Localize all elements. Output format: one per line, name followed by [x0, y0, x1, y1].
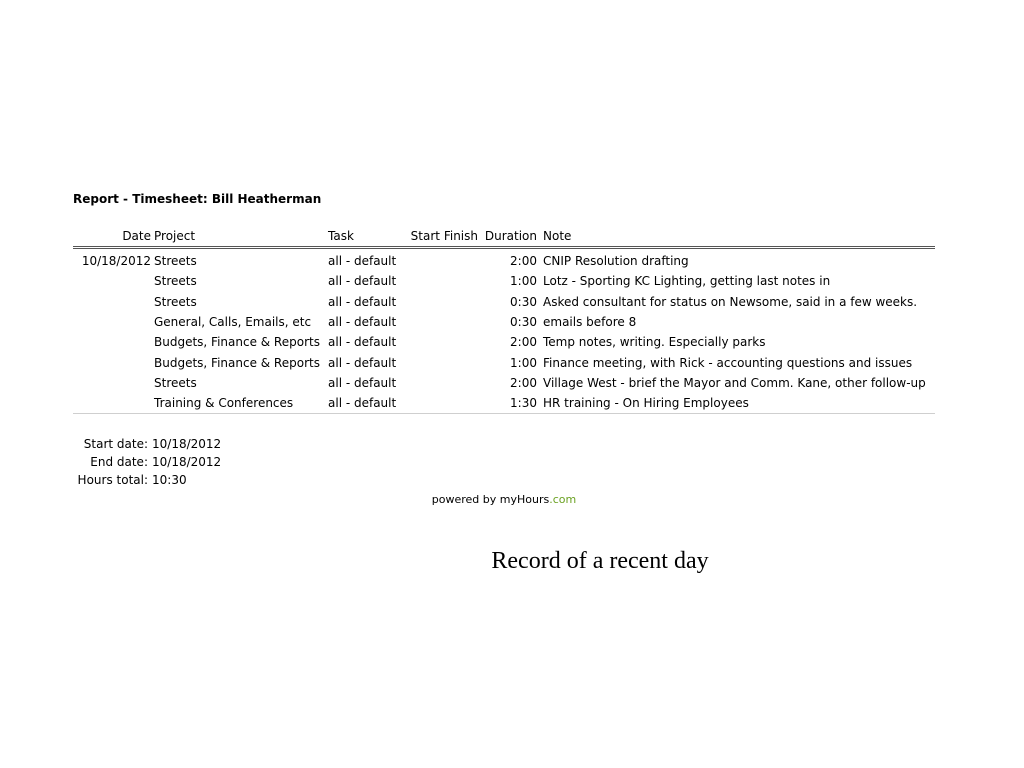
cell-task: all - default — [326, 393, 404, 414]
summary-label: Start date: — [83, 437, 148, 451]
summary-row-hours-total — [73, 471, 221, 489]
cell-date — [73, 271, 153, 291]
table-row — [73, 352, 935, 372]
cell-finish — [440, 292, 478, 312]
cell-duration: 0:30 — [510, 315, 537, 330]
cell-note: Village West - brief the Mayor and Comm. Kane, other follow-up — [543, 375, 926, 390]
cell-project: Budgets, Finance & Reports — [154, 355, 320, 370]
cell-start — [404, 312, 440, 332]
table-row — [73, 271, 935, 291]
powered-by-text: powered by myHours — [431, 493, 550, 506]
cell-start — [404, 332, 440, 352]
cell-note: Temp notes, writing. Especially parks — [543, 335, 766, 350]
cell-project: General, Calls, Emails, etc — [154, 315, 312, 330]
timesheet-table — [73, 226, 935, 414]
slide-caption: Record of a recent day — [491, 548, 709, 574]
summary-label: Hours total: — [77, 473, 148, 487]
cell-date — [73, 292, 153, 312]
timesheet-report — [73, 191, 935, 506]
cell-finish — [440, 352, 478, 372]
cell-task: all - default — [328, 294, 397, 309]
cell-note: Finance meeting, with Rick - accounting questions and issues — [543, 355, 913, 370]
report-title: Report - Timesheet: Bill Heatherman — [73, 192, 322, 206]
cell-finish — [440, 332, 478, 352]
cell-finish — [440, 393, 478, 414]
cell-duration: 1:30 — [478, 393, 537, 414]
powered-by-footer — [73, 493, 935, 507]
cell-note: CNIP Resolution drafting — [543, 254, 689, 269]
table-row — [73, 248, 935, 272]
cell-start — [404, 248, 440, 272]
cell-duration: 2:00 — [510, 254, 537, 269]
cell-project: Streets — [154, 254, 197, 269]
cell-finish — [440, 271, 478, 291]
table-header-row — [73, 226, 935, 248]
cell-finish — [440, 312, 478, 332]
column-header-task: Task — [326, 226, 404, 248]
cell-date — [73, 332, 153, 352]
column-header-duration: Duration — [478, 226, 537, 248]
cell-start — [404, 352, 440, 372]
cell-project: Training & Conferences — [153, 393, 326, 414]
column-header-finish: Finish — [440, 226, 478, 248]
cell-task: all - default — [328, 254, 397, 269]
cell-note: Lotz - Sporting KC Lighting, getting last notes in — [543, 274, 831, 289]
column-header-date: Date — [73, 226, 153, 248]
table-row — [73, 393, 935, 414]
table-row — [73, 373, 935, 393]
cell-project: Budgets, Finance & Reports — [154, 335, 320, 350]
cell-task: all - default — [328, 375, 397, 390]
table-row — [73, 292, 935, 312]
cell-duration: 1:00 — [510, 274, 537, 289]
cell-project: Streets — [154, 375, 197, 390]
report-summary — [73, 435, 221, 489]
powered-by-domain: .com — [549, 493, 577, 506]
cell-note: emails before 8 — [543, 315, 637, 330]
summary-value: 10:30 — [152, 473, 187, 487]
cell-start — [404, 271, 440, 291]
summary-row-end-date — [73, 453, 221, 471]
cell-duration: 2:00 — [510, 335, 537, 350]
timesheet-rows — [73, 248, 935, 414]
cell-project: Streets — [154, 274, 197, 289]
table-row — [73, 332, 935, 352]
table-row — [73, 312, 935, 332]
cell-note: HR training - On Hiring Employees — [537, 393, 935, 414]
cell-duration: 1:00 — [510, 355, 537, 370]
cell-project: Streets — [154, 294, 197, 309]
cell-start — [404, 393, 440, 414]
cell-duration: 0:30 — [510, 294, 537, 309]
cell-task: all - default — [328, 315, 397, 330]
summary-value: 10/18/2012 — [152, 455, 222, 469]
cell-start — [404, 373, 440, 393]
cell-start — [404, 292, 440, 312]
cell-note: Asked consultant for status on Newsome, said in a few weeks. — [543, 294, 918, 309]
cell-task: all - default — [328, 355, 397, 370]
cell-date — [73, 352, 153, 372]
summary-label: End date: — [90, 455, 148, 469]
cell-date — [73, 393, 153, 414]
cell-date — [73, 312, 153, 332]
cell-task: all - default — [328, 335, 397, 350]
column-header-project: Project — [153, 226, 326, 248]
cell-finish — [440, 248, 478, 272]
cell-task: all - default — [328, 274, 397, 289]
cell-date: 10/18/2012 — [81, 254, 151, 269]
column-header-start: Start — [404, 226, 440, 248]
summary-value: 10/18/2012 — [152, 437, 222, 451]
summary-row-start-date — [73, 435, 221, 453]
cell-date — [73, 373, 153, 393]
cell-finish — [440, 373, 478, 393]
column-header-note: Note — [537, 226, 935, 248]
cell-duration: 2:00 — [510, 375, 537, 390]
